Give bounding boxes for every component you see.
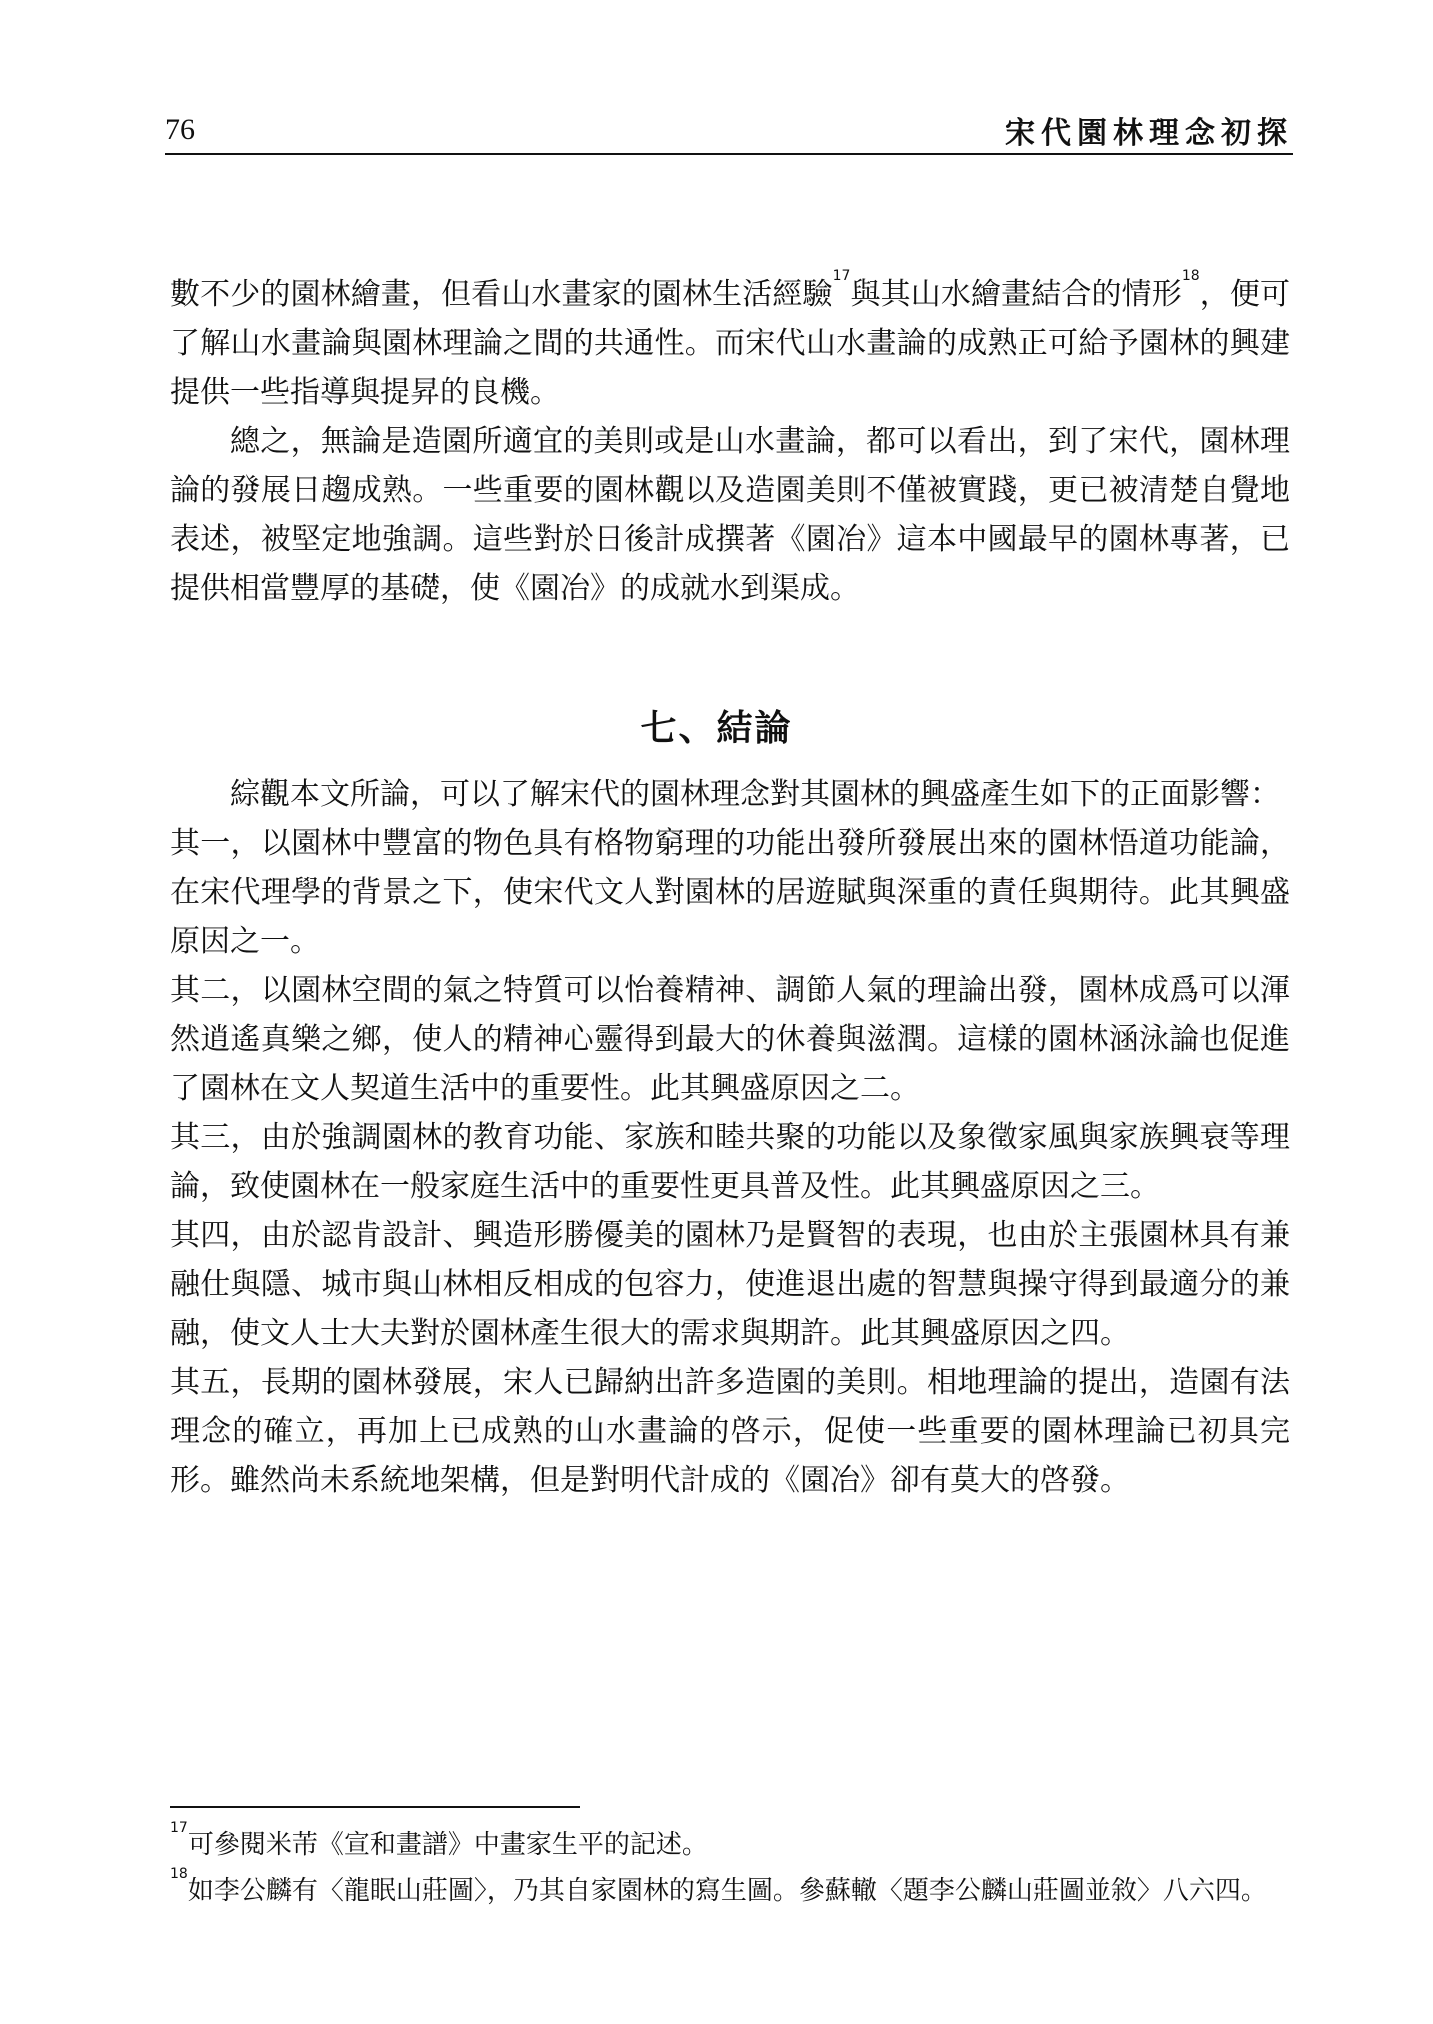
intro-text-part-2: 與其山水繪畫結合的情形	[850, 277, 1182, 312]
header-rule	[165, 153, 1293, 155]
conclusion-point-2: 其二，以園林空間的氣之特質可以怡養精神、調節人氣的理論出發，園林成爲可以渾然逍遙真樂之鄉，使人的精神心靈得到最大的休養與滋潤。這樣的園林涵泳論也促進了園林在文人契道生活中的重要性。此其興盛原因之二。	[170, 973, 1290, 1106]
footnote-text: 可參閱米芾《宣和畫譜》中畫家生平的記述。	[187, 1830, 708, 1860]
intro-paragraph-1	[170, 270, 1290, 417]
conclusion-point-3: 其三，由於強調園林的教育功能、家族和睦共聚的功能以及象徵家風與家族興衰等理論，致使園林在一般家庭生活中的重要性更具普及性。此其興盛原因之三。	[170, 1120, 1290, 1204]
intro-section	[170, 270, 1290, 613]
section-heading: 七、結論	[640, 708, 793, 749]
intro-text-part-1: 數不少的園林繪畫，但看山水畫家的園林生活經驗	[170, 277, 833, 312]
conclusion-section	[170, 770, 1290, 1505]
footnote-18	[170, 1868, 1290, 1914]
footnote-number: 17	[170, 1820, 188, 1836]
footnotes	[170, 1822, 1290, 1914]
page-number: 76	[165, 113, 195, 146]
footnote-ref-17: 17	[832, 268, 851, 284]
footnote-rule	[170, 1806, 580, 1808]
conclusion-lead: 綜觀本文所論，可以了解宋代的園林理念對其園林的興盛產生如下的正面影響：	[230, 777, 1280, 812]
footnote-number: 18	[170, 1866, 188, 1882]
conclusion-point-5: 其五，長期的園林發展，宋人已歸納出許多造園的美則。相地理論的提出，造園有法理念的確立，再加上已成熟的山水畫論的啓示，促使一些重要的園林理論已初具完形。雖然尚未系統地架構，但是對明代計成的《園冶》卻有莫大的啓發。	[170, 1365, 1290, 1498]
footnote-ref-18: 18	[1181, 268, 1200, 284]
footnote-text: 如李公麟有〈龍眠山莊圖〉，乃其自家園林的寫生圖。參蘇轍〈題李公麟山莊圖並敘〉八六四。	[187, 1876, 1267, 1906]
intro-text-part-3: ，便可了解山水畫論與園林理論之間的共通性。而宋代山水畫論的成熟正可給予園林的興建提供一些指導與提昇的良機。	[170, 277, 1291, 410]
intro-paragraph-2: 總之，無論是造園所適宜的美則或是山水畫論，都可以看出，到了宋代，園林理論的發展日趨成熟。一些重要的園林觀以及造園美則不僅被實踐，更已被清楚自覺地表述，被堅定地強調。這些對於日後計成撰著《園冶》這本中國最早的園林專著，已提供相當豐厚的基礎，使《園冶》的成就水到渠成。	[170, 424, 1290, 606]
running-title: 宋代園林理念初探	[1005, 116, 1293, 151]
conclusion-point-4: 其四，由於認肯設計、興造形勝優美的園林乃是賢智的表現，也由於主張園林具有兼融仕與隱、城市與山林相反相成的包容力，使進退出處的智慧與操守得到最適分的兼融，使文人士大夫對於園林產生很大的需求與期許。此其興盛原因之四。	[170, 1218, 1290, 1351]
footnote-17	[170, 1822, 1290, 1868]
conclusion-point-1: 其一，以園林中豐富的物色具有格物窮理的功能出發所發展出來的園林悟道功能論，在宋代理學的背景之下，使宋代文人對園林的居遊賦與深重的責任與期待。此其興盛原因之一。	[170, 826, 1290, 959]
